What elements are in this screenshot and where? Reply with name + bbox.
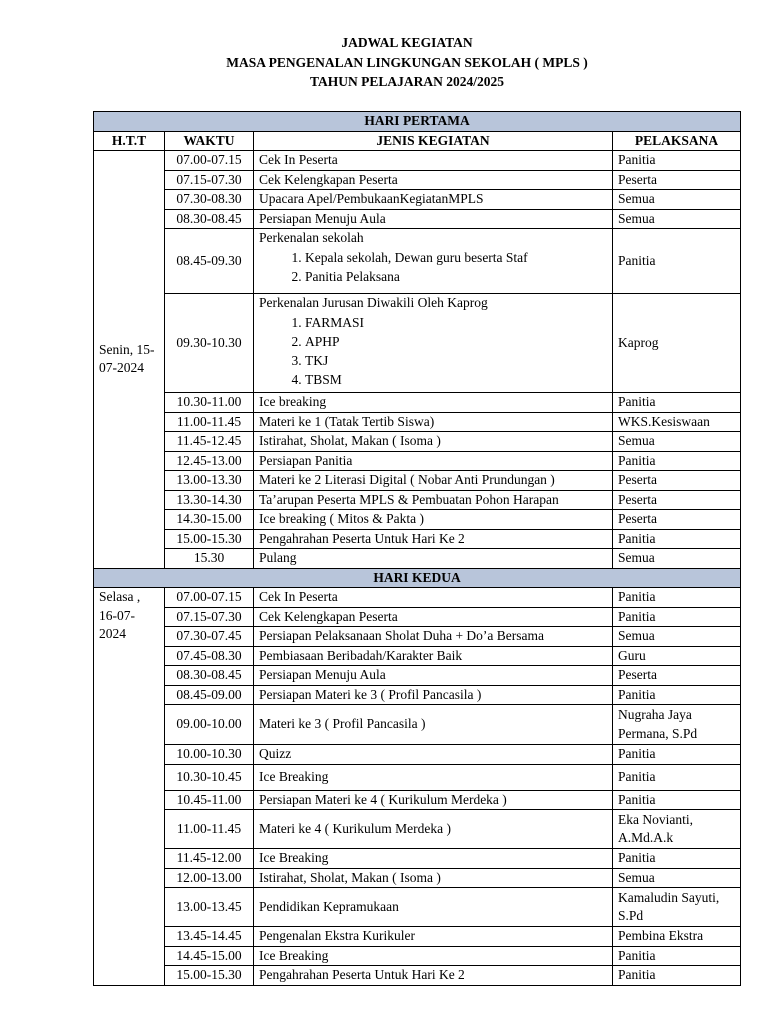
executor-cell: Panitia (613, 151, 741, 171)
time-cell: 07.45-08.30 (165, 646, 254, 666)
table-row (94, 764, 741, 790)
activity-cell: Persiapan Materi ke 3 ( Profil Pancasila ) (254, 685, 613, 705)
activity-cell: Istirahat, Sholat, Makan ( Isoma ) (254, 868, 613, 888)
executor-cell: Semua (613, 432, 741, 452)
header-htt: H.T.T (94, 131, 165, 151)
table-row (94, 588, 741, 608)
title-line-1: JADWAL KEGIATAN (341, 35, 473, 50)
time-cell: 14.45-15.00 (165, 946, 254, 966)
list-item: 2. Panitia Pelaksana (305, 267, 607, 286)
executor-cell: Peserta (613, 471, 741, 491)
activity-cell: Pendidikan Kepramukaan (254, 888, 613, 927)
activity-cell: Cek In Peserta (254, 151, 613, 171)
activity-cell: Quizz (254, 745, 613, 765)
activity-cell: Cek Kelengkapan Peserta (254, 607, 613, 627)
day-date-cell: Senin, 15-07-2024 (94, 151, 165, 569)
time-cell: 08.45-09.30 (165, 229, 254, 294)
executor-cell: Panitia (613, 451, 741, 471)
activity-cell: Ice breaking (254, 393, 613, 413)
time-cell: 10.45-11.00 (165, 790, 254, 810)
time-cell: 09.30-10.30 (165, 294, 254, 393)
executor-cell: Semua (613, 549, 741, 569)
time-cell: 12.00-13.00 (165, 868, 254, 888)
table-row (94, 966, 741, 986)
executor-cell: Panitia (613, 790, 741, 810)
activity-list (259, 248, 607, 286)
activity-cell: Ice Breaking (254, 849, 613, 869)
title-line-2: MASA PENGENALAN LINGKUNGAN SEKOLAH ( MPLS ) (226, 54, 588, 70)
table-row (94, 510, 741, 530)
list-item: 3. TKJ (305, 351, 607, 370)
table-row (94, 888, 741, 927)
executor-cell: Panitia (613, 764, 741, 790)
activity-cell: Upacara Apel/PembukaanKegiatanMPLS (254, 190, 613, 210)
time-cell: 13.00-13.45 (165, 888, 254, 927)
executor-cell: Panitia (613, 588, 741, 608)
time-cell: 10.30-10.45 (165, 764, 254, 790)
activity-cell: Ta’arupan Peserta MPLS & Pembuatan Pohon Harapan (254, 490, 613, 510)
activity-cell: Persiapan Materi ke 4 ( Kurikulum Merdeka ) (254, 790, 613, 810)
list-item: 1. FARMASI (305, 313, 607, 332)
table-row (94, 646, 741, 666)
table-row (94, 685, 741, 705)
table-row (94, 209, 741, 229)
executor-cell: Kaprog (613, 294, 741, 393)
activity-cell: Materi ke 3 ( Profil Pancasila ) (254, 705, 613, 745)
executor-cell: Nugraha Jaya Permana, S.Pd (613, 705, 741, 745)
executor-cell: Panitia (613, 946, 741, 966)
table-row (94, 229, 741, 294)
header-waktu: WAKTU (165, 131, 254, 151)
executor-cell: Peserta (613, 490, 741, 510)
time-cell: 10.00-10.30 (165, 745, 254, 765)
executor-cell: WKS.Kesiswaan (613, 412, 741, 432)
title-line-3: TAHUN PELAJARAN 2024/2025 (309, 74, 504, 89)
time-cell: 11.45-12.00 (165, 849, 254, 869)
activity-cell: Persiapan Menuju Aula (254, 666, 613, 686)
activity-intro: Perkenalan sekolah (259, 230, 364, 245)
time-cell: 13.30-14.30 (165, 490, 254, 510)
time-cell: 11.00-11.45 (165, 810, 254, 849)
activity-cell: Persiapan Pelaksanaan Sholat Duha + Do’a Bersama (254, 627, 613, 647)
time-cell: 08.45-09.00 (165, 685, 254, 705)
table-row (94, 946, 741, 966)
table-row (94, 393, 741, 413)
activity-cell: Pembiasaan Beribadah/Karakter Baik (254, 646, 613, 666)
table-row (94, 627, 741, 647)
executor-cell: Peserta (613, 666, 741, 686)
list-item: 4. TBSM (305, 370, 607, 389)
time-cell: 07.00-07.15 (165, 588, 254, 608)
executor-cell: Pembina Ekstra (613, 927, 741, 947)
time-cell: 15.00-15.30 (165, 529, 254, 549)
activity-cell: Pengahrahan Peserta Untuk Hari Ke 2 (254, 966, 613, 986)
time-cell: 15.00-15.30 (165, 966, 254, 986)
time-cell: 07.30-08.30 (165, 190, 254, 210)
table-row (94, 294, 741, 393)
activity-cell: Pengenalan Ekstra Kurikuler (254, 927, 613, 947)
executor-cell: Kamaludin Sayuti, S.Pd (613, 888, 741, 927)
column-header-row (94, 131, 741, 151)
day-header-row (94, 112, 741, 132)
time-cell: 07.15-07.30 (165, 170, 254, 190)
activity-cell (254, 229, 613, 294)
activity-cell: Ice Breaking (254, 764, 613, 790)
activity-cell (254, 294, 613, 393)
executor-cell: Semua (613, 209, 741, 229)
activity-cell: Cek In Peserta (254, 588, 613, 608)
time-cell: 11.00-11.45 (165, 412, 254, 432)
executor-cell: Peserta (613, 170, 741, 190)
table-row (94, 471, 741, 491)
schedule-table (93, 111, 741, 986)
table-row (94, 705, 741, 745)
header-jenis-kegiatan: JENIS KEGIATAN (254, 131, 613, 151)
table-row (94, 151, 741, 171)
table-row (94, 451, 741, 471)
table-row (94, 790, 741, 810)
time-cell: 13.45-14.45 (165, 927, 254, 947)
table-row (94, 529, 741, 549)
activity-cell: Persiapan Menuju Aula (254, 209, 613, 229)
table-row (94, 849, 741, 869)
time-cell: 07.15-07.30 (165, 607, 254, 627)
list-item: 2. APHP (305, 332, 607, 351)
time-cell: 07.00-07.15 (165, 151, 254, 171)
executor-cell: Panitia (613, 685, 741, 705)
table-row (94, 190, 741, 210)
table-row (94, 170, 741, 190)
day-header-row (94, 568, 741, 588)
activity-cell: Materi ke 2 Literasi Digital ( Nobar Anti Prundungan ) (254, 471, 613, 491)
table-row (94, 607, 741, 627)
time-cell: 07.30-07.45 (165, 627, 254, 647)
executor-cell: Peserta (613, 510, 741, 530)
time-cell: 15.30 (165, 549, 254, 569)
executor-cell: Panitia (613, 745, 741, 765)
executor-cell: Guru (613, 646, 741, 666)
activity-cell: Materi ke 4 ( Kurikulum Merdeka ) (254, 810, 613, 849)
activity-cell: Istirahat, Sholat, Makan ( Isoma ) (254, 432, 613, 452)
table-row (94, 745, 741, 765)
time-cell: 11.45-12.45 (165, 432, 254, 452)
header-pelaksana: PELAKSANA (613, 131, 741, 151)
table-row (94, 810, 741, 849)
list-item: 1. Kepala sekolah, Dewan guru beserta Staf (305, 248, 607, 267)
table-row (94, 927, 741, 947)
document-title (0, 33, 768, 92)
day-date-cell: Selasa , 16-07-2024 (94, 588, 165, 986)
activity-intro: Perkenalan Jurusan Diwakili Oleh Kaprog (259, 295, 488, 310)
time-cell: 09.00-10.00 (165, 705, 254, 745)
executor-cell: Eka Novianti, A.Md.A.k (613, 810, 741, 849)
table-row (94, 549, 741, 569)
activity-cell: Ice breaking ( Mitos & Pakta ) (254, 510, 613, 530)
activity-cell: Pengahrahan Peserta Untuk Hari Ke 2 (254, 529, 613, 549)
activity-cell: Persiapan Panitia (254, 451, 613, 471)
time-cell: 10.30-11.00 (165, 393, 254, 413)
executor-cell: Panitia (613, 529, 741, 549)
activity-cell: Ice Breaking (254, 946, 613, 966)
activity-list (259, 313, 607, 389)
day-header-label: HARI PERTAMA (94, 112, 741, 132)
executor-cell: Semua (613, 190, 741, 210)
time-cell: 08.30-08.45 (165, 666, 254, 686)
time-cell: 14.30-15.00 (165, 510, 254, 530)
time-cell: 08.30-08.45 (165, 209, 254, 229)
executor-cell: Panitia (613, 393, 741, 413)
table-row (94, 868, 741, 888)
table-row (94, 432, 741, 452)
activity-cell: Materi ke 1 (Tatak Tertib Siswa) (254, 412, 613, 432)
executor-cell: Semua (613, 868, 741, 888)
executor-cell: Semua (613, 627, 741, 647)
table-row (94, 666, 741, 686)
executor-cell: Panitia (613, 607, 741, 627)
table-row (94, 412, 741, 432)
time-cell: 13.00-13.30 (165, 471, 254, 491)
time-cell: 12.45-13.00 (165, 451, 254, 471)
executor-cell: Panitia (613, 229, 741, 294)
executor-cell: Panitia (613, 849, 741, 869)
day-header-label: HARI KEDUA (94, 568, 741, 588)
table-row (94, 490, 741, 510)
activity-cell: Pulang (254, 549, 613, 569)
executor-cell: Panitia (613, 966, 741, 986)
activity-cell: Cek Kelengkapan Peserta (254, 170, 613, 190)
